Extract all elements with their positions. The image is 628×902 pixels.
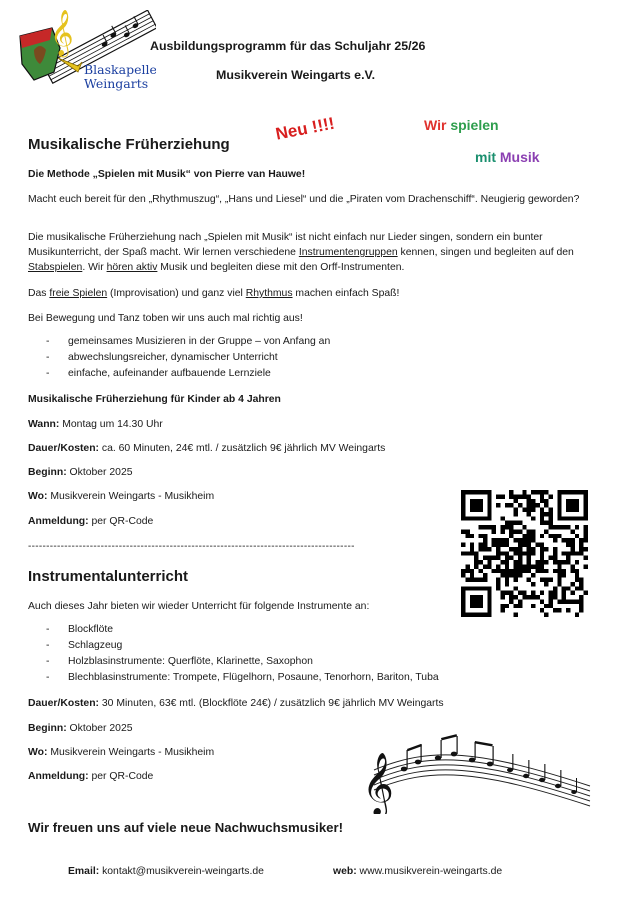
desc-link-hoeren-aktiv: hören aktiv [106, 262, 158, 273]
wir-word: Wir [424, 117, 447, 133]
instr-cost-label: Dauer/Kosten: [28, 698, 100, 709]
impro-text-c: machen einfach Spaß! [292, 288, 400, 299]
list-item: - Schlagzeug [46, 638, 439, 654]
svg-text:Blaskapelle: Blaskapelle [84, 62, 156, 77]
instr-registration-value: per QR-Code [88, 771, 154, 782]
registration-value: per QR-Code [88, 516, 154, 527]
email-value[interactable]: kontakt@musikverein-weingarts.de [99, 866, 264, 877]
section-divider: ------------------------------------------------------------------------------------------ [28, 541, 355, 552]
instrument-list [46, 622, 439, 686]
web-label: web: [333, 866, 357, 877]
method-line: Die Methode „Spielen mit Musik“ von Pierre van Hauwe! [28, 169, 306, 180]
mit-musik-label [475, 149, 540, 165]
instr-registration-label: Anmeldung: [28, 771, 89, 782]
desc-text-a: Die musikalische Früherziehung nach „Spielen mit Musik“ ist nicht einfach nur Lieder singen, sondern ein bunter Musikunterricht, der Spaß macht. Wir lernen verschiedene [28, 232, 543, 258]
impro-freie-spielen: freie Spielen [49, 288, 108, 299]
neu-label: Neu !!!! [274, 113, 337, 144]
age-line: Musikalische Früherziehung für Kinder ab 4 Jahren [28, 394, 281, 405]
when-value: Montag um 14.30 Uhr [59, 419, 163, 430]
instr-where-line [28, 745, 214, 760]
svg-text:𝄞: 𝄞 [50, 10, 74, 56]
desc-text-d: Musik und begleiten diese mit den Orff-Instrumenten. [157, 262, 405, 273]
closing-line: Wir freuen uns auf viele neue Nachwuchsmusiker! [28, 820, 344, 835]
list-item: - gemeinsames Musizieren in der Gruppe – von Anfang an [46, 334, 330, 350]
cost-value: ca. 60 Minuten, 24€ mtl. / zusätzlich 9€ jährlich MV Weingarts [99, 443, 386, 454]
instr-start-label: Beginn: [28, 723, 67, 734]
wir-spielen-label [424, 117, 499, 133]
svg-text:Weingarts: Weingarts [84, 76, 149, 91]
feature-list [46, 334, 330, 382]
qr-code-graphic [461, 490, 588, 617]
list-item: - Blechblasinstrumente: Trompete, Flügelhorn, Posaune, Tenorhorn, Bariton, Tuba [46, 670, 439, 686]
email-label: Email: [68, 866, 100, 877]
instruments-intro: Auch dieses Jahr bieten wir wieder Unterricht für folgende Instrumente an: [28, 601, 370, 612]
section1-title: Musikalische Früherziehung [28, 136, 230, 153]
instr-start-line [28, 721, 133, 736]
instr-cost-value: 30 Minuten, 63€ mtl. (Blockflöte 24€) / zusätzlich 9€ jährlich MV Weingarts [99, 698, 444, 709]
list-item: - Blockflöte [46, 622, 439, 638]
desc-link-instrumentengruppen: Instrumentengruppen [298, 247, 398, 258]
impro-text-a: Das [28, 288, 50, 299]
footer-email[interactable] [68, 866, 264, 877]
musik-word: Musik [499, 149, 540, 165]
start-value: Oktober 2025 [66, 467, 133, 478]
org-title: Musikverein Weingarts e.V. [216, 68, 376, 82]
where-label: Wo: [28, 491, 48, 502]
logo-graphic [14, 10, 156, 100]
music-staff-illustration [360, 728, 592, 814]
program-title: Ausbildungsprogramm für das Schuljahr 25/26 [150, 39, 426, 53]
mit-word: mit [475, 149, 496, 165]
section2-title: Instrumentalunterricht [28, 568, 189, 585]
cost-line [28, 441, 385, 456]
list-item: - abwechslungsreicher, dynamischer Unterricht [46, 350, 330, 366]
music-notes-icon [360, 728, 592, 814]
footer-web[interactable] [333, 866, 502, 877]
intro-paragraph: Macht euch bereit für den „Rhythmuszug“, „Hans und Liesel“ und die „Piraten vom Drachenschiff“. Neugierig geworden? [28, 194, 580, 205]
instr-where-label: Wo: [28, 747, 48, 758]
desc-link-stabspielen: Stabspielen [28, 262, 83, 273]
impro-text-b: (Improvisation) und ganz viel [107, 288, 246, 299]
start-label: Beginn: [28, 467, 67, 478]
svg-text:𝄞: 𝄞 [362, 752, 394, 814]
instr-registration-line [28, 769, 153, 784]
cost-label: Dauer/Kosten: [28, 443, 100, 454]
when-label: Wann: [28, 419, 60, 430]
desc-text-b: kennen, singen und begleiten auf den [397, 247, 574, 258]
description-paragraph [28, 230, 608, 275]
impro-rhythmus: Rhythmus [245, 288, 293, 299]
instr-where-value: Musikverein Weingarts - Musikheim [47, 747, 215, 758]
list-item: - Holzblasinstrumente: Querflöte, Klarinette, Saxophon [46, 654, 439, 670]
instr-cost-line [28, 696, 444, 711]
registration-label: Anmeldung: [28, 516, 89, 527]
qr-code[interactable] [461, 490, 588, 617]
registration-line [28, 514, 153, 529]
when-line [28, 417, 163, 432]
instr-start-value: Oktober 2025 [66, 723, 133, 734]
improvisation-paragraph [28, 286, 399, 301]
where-line [28, 489, 214, 504]
web-value[interactable]: www.musikverein-weingarts.de [356, 866, 503, 877]
desc-text-c: . Wir [82, 262, 107, 273]
club-logo [14, 10, 156, 100]
spielen-word: spielen [450, 117, 499, 133]
movement-paragraph: Bei Bewegung und Tanz toben wir uns auch mal richtig aus! [28, 313, 303, 324]
where-value: Musikverein Weingarts - Musikheim [47, 491, 215, 502]
list-item: - einfache, aufeinander aufbauende Lernziele [46, 366, 330, 382]
start-line [28, 465, 133, 480]
